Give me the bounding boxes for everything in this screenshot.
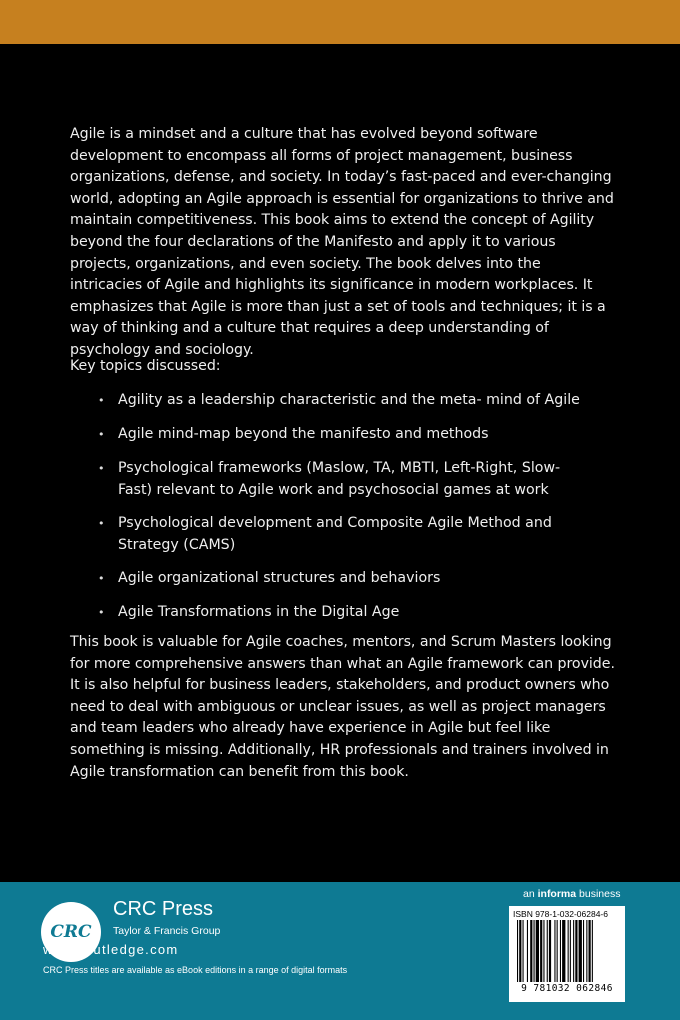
barcode-bar [560,920,561,982]
barcode-bar [519,920,521,982]
barcode-bar [536,920,539,982]
bullet-icon: • [98,462,105,475]
list-item [70,568,590,590]
isbn-label: ISBN 978-1-032-06284-6 [513,909,608,919]
barcode-bar [570,920,571,982]
website-link[interactable]: www.routledge.com [43,942,179,957]
topic-text: Agile Transformations in the Digital Age [118,604,400,620]
barcode-bar [589,920,591,982]
list-item [70,513,590,556]
topic-text: Agile mind-map beyond the manifesto and methods [118,426,489,442]
publisher-group: Taylor & Francis Group [113,925,221,937]
barcode-bar [534,920,535,982]
barcode-bar [583,920,584,982]
intro-paragraph: Agile is a mindset and a culture that has evolved beyond software development to encompass all forms of project management, business organizations, defense, and society. In today’s fast-paced and ever-changing world, adopting an Agile approach is essential for organizations to thrive and maintain competitiveness. This book aims to extend the concept of Agility beyond the four declarations of the Manifesto and apply it to various projects, organizations, and even society. The book delves into the intricacies of Agile and highlights its significance in modern workplaces. It emphasizes that Agile is more than just a set of tools and techniques; it is a way of thinking and a culture that requires a deep understanding of psychology and sociology. [70,126,614,358]
crc-logo-mark: CRC [50,922,92,942]
barcode-bar [562,920,565,982]
top-color-band [0,0,680,44]
isbn-barcode [509,906,625,1002]
list-item [70,424,590,446]
topic-text: Agility as a leadership characteristic and the meta- mind of Agile [118,392,580,408]
bullet-icon: • [98,606,105,619]
informa-suffix: business [579,888,621,900]
barcode-bar [523,920,524,982]
informa-brand: informa [537,888,577,900]
barcode-icon [509,920,625,984]
ebook-note: CRC Press titles are available as eBook editions in a range of digital formats [43,965,348,975]
barcode-bar [530,920,532,982]
barcode-bar [579,920,582,982]
barcode-bar [573,920,574,982]
barcode-bar [568,920,569,982]
informa-tagline [523,888,621,900]
bullet-icon: • [98,394,105,407]
barcode-bar [554,920,555,982]
bullet-icon: • [98,572,105,585]
barcode-bar [543,920,544,982]
barcode-bar [575,920,577,982]
key-topics-heading: Key topics discussed: [70,358,221,374]
topic-text: Agile organizational structures and behaviors [118,570,441,586]
back-cover-text [70,124,615,780]
publisher-name: CRC Press [113,898,214,920]
publisher-footer [0,882,680,1020]
barcode-bar [592,920,593,982]
barcode-bar [540,920,542,982]
barcode-digits: 9 781032 062846 [521,983,613,994]
barcode-bar [527,920,528,982]
topic-text: Psychological development and Composite Agile Method and Strategy (CAMS) [118,515,552,553]
list-item [70,602,590,624]
list-item [70,390,590,412]
topic-text: Psychological frameworks (Maslow, TA, MBTI, Left-Right, Slow-Fast) relevant to Agile work and psychosocial games at work [118,460,561,498]
barcode-bar [547,920,548,982]
bullet-icon: • [98,517,105,530]
informa-prefix: an [523,888,535,900]
barcode-bar [586,920,587,982]
barcode-bar [517,920,518,982]
barcode-bar [557,920,558,982]
list-item [70,458,590,501]
barcode-bar [549,920,551,982]
audience-paragraph: This book is valuable for Agile coaches, mentors, and Scrum Masters looking for more comprehensive answers than what an Agile framework can provide. It is also helpful for business leaders, stakeholders, and product owners who need to deal with ambiguous or unclear issues, as well as project managers and team leaders who already have experience in Agile but feel like something is missing. Additionally, HR professionals and trainers involved in Agile transformation can benefit from this book. [70,634,615,780]
bullet-icon: • [98,428,105,441]
